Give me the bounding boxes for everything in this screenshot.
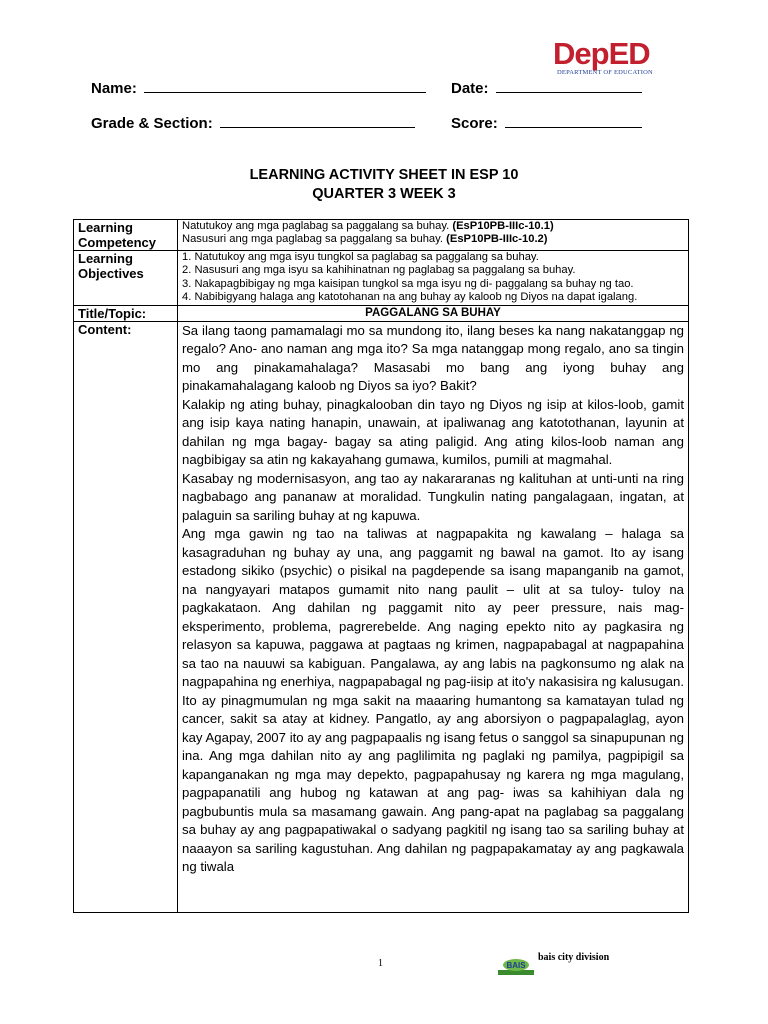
score-row — [451, 113, 642, 132]
sheet-title-line2: QUARTER 3 WEEK 3 — [312, 186, 456, 202]
activity-table — [73, 219, 689, 913]
grade-row — [91, 113, 415, 132]
date-label: Date: — [451, 80, 489, 97]
deped-logo-subtitle: DEPARTMENT OF EDUCATION — [557, 69, 653, 76]
objectives-row — [74, 251, 689, 306]
name-label: Name: — [91, 80, 137, 97]
date-blank[interactable] — [496, 78, 642, 93]
content-paragraph: Kalakip ng ating buhay, pinagkalooban din tayo ng Diyos ng isip at kilos-loob, gamit ang isip kaya nating hanapin, unawain, at ipaliwanag ang katotothanan, layunin at dahilan ng mga bagay- bagay sa ating paligid. Ang ating kilos-loob naman ang nagbibigay sa atin ng kakayahang gumawa, kumilos, pumili at magmahal. — [182, 396, 684, 468]
competency-2 — [182, 233, 684, 246]
name-row — [91, 78, 426, 97]
competency-label: Learning Competency — [74, 220, 178, 251]
grade-section-label: Grade & Section: — [91, 115, 213, 132]
deped-logo — [553, 36, 678, 80]
division-logo-text: BAIS — [506, 961, 526, 970]
competency-value — [178, 220, 689, 251]
date-row — [451, 78, 642, 97]
score-blank[interactable] — [505, 113, 642, 128]
topic-value: PAGGALANG SA BUHAY — [178, 305, 689, 321]
objective-item: 2. Nasusuri ang mga isyu sa kahihinatnan ng paglabag sa paggalang sa buhay. — [182, 264, 576, 277]
score-label: Score: — [451, 115, 498, 132]
objectives-value — [178, 251, 689, 306]
name-blank[interactable] — [144, 78, 426, 93]
content-label: Content: — [74, 321, 178, 912]
content-paragraph: Sa ilang taong pamamalagi mo sa mundong ito, ilang beses ka nang nakatanggap ng regalo? Ano- ano naman ang mga ito? Sa mga natanggap mong regalo, ano sa tingin mo ang pinakamahalaga? Masasabi mo bang ang iyong buhay ang pinakamahalagang kaloob ng Diyos sa iyo? Bakit? — [182, 322, 684, 394]
sheet-title-line1: LEARNING ACTIVITY SHEET IN ESP 10 — [249, 167, 519, 183]
content-paragraph: Ang mga gawin ng tao na taliwas at nagpapakita ng kawalang – halaga sa kasagraduhan ng buhay ay una, ang paggamit ng bawal na gamot. Ito ay isang estadong sikiko (psychic) o pisikal na pagdepende sa isang mapanganib na gamot, na nangyayari matapos gumamit nito nang paulit – ulit at sa tuloy- tuloy na pagkakataon. Ang dahilan ng paggamit nito ay peer pressure, nais mag-eksperimento, problema, pagrerebelde. Ang naging epekto nito ay pagkasira ng relasyon sa kapuwa, paggawa at pagtaas ng krimen, nagpapabagal at nagpapahina sa tao na nauuwi sa kabiguan. Pangalawa, ay ang labis na pagkonsumo ng alak na nagpapahina ng enerhiya, nagpapabagal ng pag-iisip at ito'y nakasisira ng kalusugan. Ito ay pinagmumulan ng mga sakit na maaaring humantong sa kamatayan tulad ng cancer, sakit sa atay at kidney. Pangatlo, ay ang aborsiyon o pagpapalaglag, ayon kay Agapay, 2007 ito ay ang pagpapaalis ng isang fetus o sanggol sa sinapupunan ng ina. Ang mga dahilan nito ay ang paglilimita ng paglaki ng pamilya, pagpipigil sa kapanganakan ng mga may depekto, pagpapahusay ng karera ng mga magulang, pagpapanatili ang hubog ng katawan at ang pag- iwas sa kahihiyan dala ng pagbubuntis mula sa masamang gawain. Ang pang-apat na paglabag sa paggalang sa buhay ay ang pagpapatiwakal o sadyang pagkitil ng isang tao sa sariling buhay at naaayon sa sariling kagustuhan. Ang dahilan ng pagpapakamatay ay ang pagkawala ng tiwala — [182, 526, 684, 875]
competency-1-text: Natutukoy ang mga paglabag sa paggalang sa buhay. — [182, 220, 453, 232]
competency-2-code: (EsP10PB-IIIc-10.2) — [446, 233, 548, 246]
content-body — [178, 321, 689, 912]
objectives-label: Learning Objectives — [74, 251, 178, 306]
grade-section-blank[interactable] — [220, 113, 415, 128]
competency-1 — [182, 220, 684, 233]
division-logo-icon — [498, 955, 534, 977]
topic-label: Title/Topic: — [74, 305, 178, 321]
competency-1-code: (EsP10PB-IIIc-10.1) — [452, 220, 554, 232]
division-name: bais city division — [538, 952, 610, 963]
deped-logo-text: DepED — [553, 36, 650, 71]
content-paragraph: Kasabay ng modernisasyon, ang tao ay nakararanas ng kalituhan at unti-unti na ring nagbabago ang pananaw at moralidad. Tungkulin nating pangalagaan, ingatan, at palaguin sa sariling buhay at ng kapuwa. — [182, 470, 684, 523]
page-number: 1 — [378, 958, 383, 969]
competency-2-text: Nasusuri ang mga paglabag sa paggalang sa buhay. — [182, 233, 447, 246]
content-row — [74, 321, 689, 912]
competency-row — [74, 220, 689, 251]
objective-item: 3. Nakapagbibigay ng mga kaisipan tungkol sa mga isyu ng di- paggalang sa buhay ng tao. — [182, 277, 634, 290]
objective-item: 4. Nabibigyang halaga ang katotohanan na ang buhay ay kaloob ng Diyos na dapat igalang. — [182, 291, 638, 304]
sheet-title — [0, 166, 768, 204]
topic-row — [74, 305, 689, 321]
objective-item: 1. Natutukoy ang mga isyu tungkol sa paglabag sa paggalang sa buhay. — [182, 251, 539, 263]
